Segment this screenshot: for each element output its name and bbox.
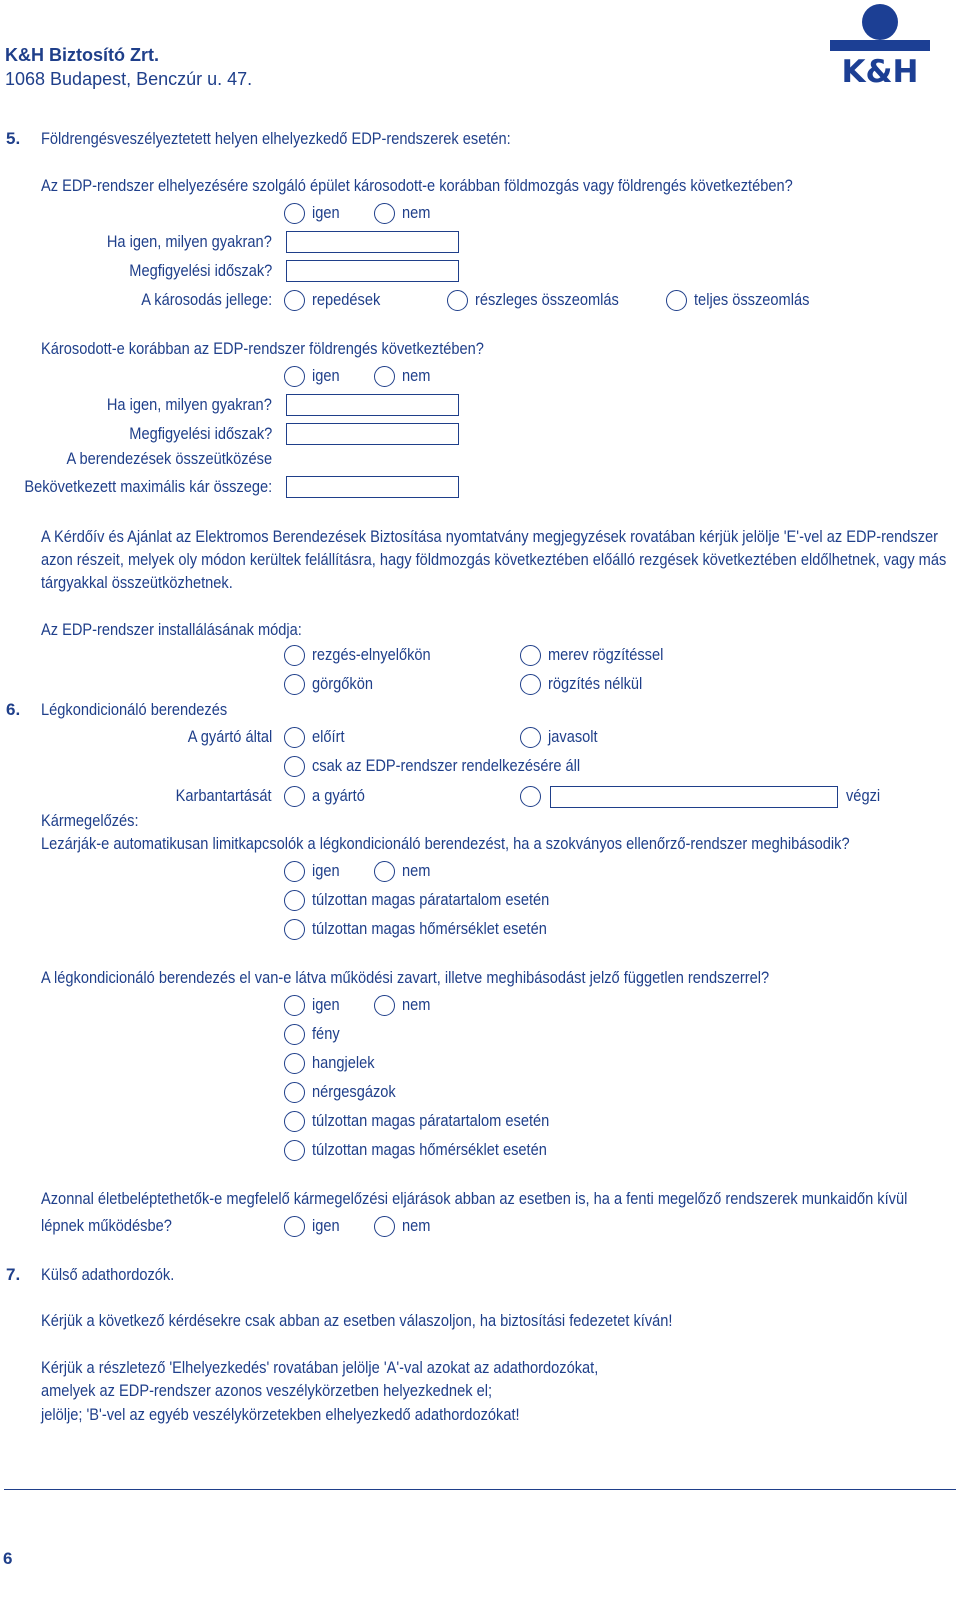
- monitoring-humidity-label: túlzottan magas páratartalom esetén: [312, 1111, 550, 1130]
- edp-frequency-label: Ha igen, milyen gyakran?: [107, 395, 272, 414]
- limit-switch-no-radio[interactable]: [374, 861, 395, 882]
- section-7-line2: Kérjük a részletező 'Elhelyezkedés' rovatában jelölje 'A'-val azokat az adathordozókat,: [41, 1358, 599, 1377]
- monitoring-no-label: nem: [402, 995, 431, 1014]
- damage-total-label: teljes összeomlás: [694, 290, 810, 309]
- section-7-line4: jelölje; 'B'-vel az egyéb veszélykörzetekben elhelyezkedő adathordozókat!: [41, 1405, 520, 1424]
- edp-only-label: csak az EDP-rendszer rendelkezésére áll: [312, 756, 581, 775]
- monitoring-gas-radio[interactable]: [284, 1082, 305, 1103]
- damage-type-label: A károsodás jellege:: [141, 290, 272, 309]
- damage-partial-label: részleges összeomlás: [475, 290, 619, 309]
- building-frequency-input[interactable]: [286, 231, 459, 253]
- monitoring-yes-radio[interactable]: [284, 995, 305, 1016]
- limit-temperature-label: túlzottan magas hőmérséklet esetén: [312, 919, 547, 938]
- monitoring-gas-label: nérgesgázok: [312, 1082, 396, 1101]
- limit-switch-yes-label: igen: [312, 861, 340, 880]
- manufacturer-recommended-radio[interactable]: [520, 727, 541, 748]
- section-7-title: Külső adathordozók.: [41, 1265, 175, 1284]
- max-damage-label: Bekövetkezett maximális kár összege:: [24, 477, 272, 496]
- install-rollers-label: görgőkön: [312, 674, 373, 693]
- monitoring-temperature-label: túlzottan magas hőmérséklet esetén: [312, 1140, 547, 1159]
- section-5-title: Földrengésveszélyeztetett helyen elhelyezkedő EDP-rendszerek esetén:: [41, 129, 511, 148]
- limit-temperature-radio[interactable]: [284, 919, 305, 940]
- edp-frequency-input[interactable]: [286, 394, 459, 416]
- immediate-no-label: nem: [402, 1216, 431, 1235]
- damage-cracks-label: repedések: [312, 290, 381, 309]
- damage-cracks-radio[interactable]: [284, 290, 305, 311]
- q-immediate-line2: lépnek működésbe?: [41, 1216, 172, 1235]
- q-edp-damage: Károsodott-e korábban az EDP-rendszer földrengés következtében?: [41, 339, 484, 358]
- building-frequency-label: Ha igen, milyen gyakran?: [107, 232, 272, 251]
- limit-humidity-radio[interactable]: [284, 890, 305, 911]
- section-5-number: 5.: [6, 129, 21, 148]
- building-damage-no-label: nem: [402, 203, 431, 222]
- maintenance-manufacturer-label: a gyártó: [312, 786, 365, 805]
- limit-humidity-label: túlzottan magas páratartalom esetén: [312, 890, 550, 909]
- install-method-label: Az EDP-rendszer installálásának módja:: [41, 620, 302, 639]
- company-name: K&H Biztosító Zrt.: [5, 45, 159, 65]
- manufacturer-label: A gyártó által: [187, 727, 272, 746]
- edp-damage-no-radio[interactable]: [374, 366, 395, 387]
- prevention-label: Kármegelőzés:: [41, 811, 139, 830]
- building-damage-yes-label: igen: [312, 203, 340, 222]
- q-immediate-line1: Azonnal életbeléptethetők-e megfelelő kármegelőzési eljárások abban az esetben is, ha a fenti megelőző rendszerek munkaidőn kívül: [41, 1189, 908, 1208]
- monitoring-light-radio[interactable]: [284, 1024, 305, 1045]
- edp-period-label: Megfigyelési időszak?: [128, 424, 272, 443]
- edp-damage-yes-label: igen: [312, 366, 340, 385]
- install-none-radio[interactable]: [520, 674, 541, 695]
- page-number: 6: [3, 1549, 13, 1568]
- q-limit-switch: Lezárják-e automatikusan limitkapcsolók a légkondicionáló berendezést, ha a szokványos ellenőrző-rendszer meghibásodik?: [41, 834, 850, 853]
- monitoring-no-radio[interactable]: [374, 995, 395, 1016]
- monitoring-sound-label: hangjelek: [312, 1053, 375, 1072]
- building-period-input[interactable]: [286, 260, 459, 282]
- install-none-label: rögzítés nélkül: [548, 674, 643, 693]
- limit-switch-yes-radio[interactable]: [284, 861, 305, 882]
- maintenance-other-radio[interactable]: [520, 786, 541, 807]
- logo-text: K&H: [841, 54, 919, 84]
- install-vibration-radio[interactable]: [284, 645, 305, 666]
- maintenance-other-input[interactable]: [550, 786, 838, 808]
- q-building-damage: Az EDP-rendszer elhelyezésére szolgáló épület károsodott-e korábban földmozgás vagy földrengés következtében?: [41, 176, 793, 195]
- manufacturer-recommended-label: javasolt: [548, 727, 598, 746]
- edp-period-input[interactable]: [286, 423, 459, 445]
- maintenance-suffix: végzi: [846, 786, 881, 805]
- monitoring-light-label: fény: [312, 1024, 340, 1043]
- immediate-no-radio[interactable]: [374, 1216, 395, 1237]
- q-monitoring: A légkondicionáló berendezés el van-e látva működési zavart, illetve meghibásodást jelző független rendszerrel?: [41, 968, 770, 987]
- building-damage-yes-radio[interactable]: [284, 203, 305, 224]
- maintenance-manufacturer-radio[interactable]: [284, 786, 305, 807]
- section-7-line3: amelyek az EDP-rendszer azonos veszélykörzetben helyezkednek el;: [41, 1381, 493, 1400]
- section-7-number: 7.: [6, 1265, 21, 1284]
- immediate-yes-radio[interactable]: [284, 1216, 305, 1237]
- collision-label: A berendezések összeütközése: [66, 449, 272, 468]
- company-address: 1068 Budapest, Benczúr u. 47.: [5, 69, 253, 89]
- damage-partial-radio[interactable]: [447, 290, 468, 311]
- edp-damage-no-label: nem: [402, 366, 431, 385]
- footer-divider: [4, 1489, 956, 1490]
- immediate-yes-label: igen: [312, 1216, 340, 1235]
- building-damage-no-radio[interactable]: [374, 203, 395, 224]
- maintenance-label: Karbantartását: [176, 786, 272, 805]
- install-rollers-radio[interactable]: [284, 674, 305, 695]
- install-rigid-label: merev rögzítéssel: [548, 645, 664, 664]
- damage-total-radio[interactable]: [666, 290, 687, 311]
- monitoring-temperature-radio[interactable]: [284, 1140, 305, 1161]
- max-damage-input[interactable]: [286, 476, 459, 498]
- limit-switch-no-label: nem: [402, 861, 431, 880]
- section-6-title: Légkondicionáló berendezés: [41, 700, 228, 719]
- building-period-label: Megfigyelési időszak?: [128, 261, 272, 280]
- monitoring-humidity-radio[interactable]: [284, 1111, 305, 1132]
- monitoring-sound-radio[interactable]: [284, 1053, 305, 1074]
- kh-logo: [828, 2, 932, 84]
- install-rigid-radio[interactable]: [520, 645, 541, 666]
- section-7-line1: Kérjük a következő kérdésekre csak abban az esetben válaszoljon, ha biztosítási fedezetet kíván!: [41, 1311, 673, 1330]
- edp-damage-yes-radio[interactable]: [284, 366, 305, 387]
- section-6-number: 6.: [6, 700, 21, 719]
- edp-only-radio[interactable]: [284, 756, 305, 777]
- install-vibration-label: rezgés-elnyelőkön: [312, 645, 431, 664]
- manufacturer-required-radio[interactable]: [284, 727, 305, 748]
- section-5-note: A Kérdőív és Ajánlat az Elektromos Berendezések Biztosítása nyomtatvány megjegyzések rovatában kérjük jelölje 'E'-vel az EDP-rendszer azon részeit, melyek oly módon kerültek felállításra, hagy földmozgás következtében előálló rezgések következtében eldőlhetnek, vagy más tárgyakkal összeütközhetnek.: [41, 527, 947, 592]
- monitoring-yes-label: igen: [312, 995, 340, 1014]
- manufacturer-required-label: előírt: [312, 727, 345, 746]
